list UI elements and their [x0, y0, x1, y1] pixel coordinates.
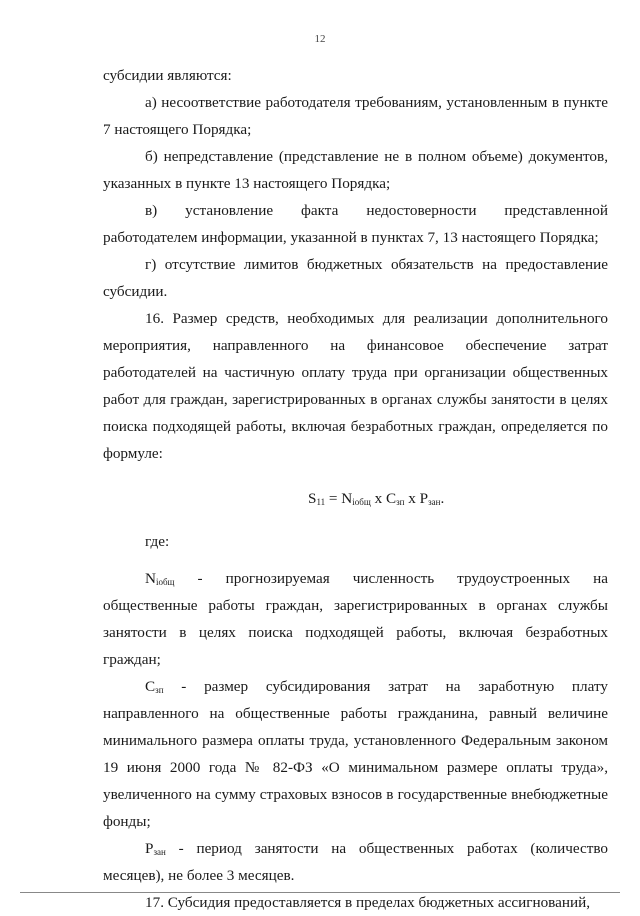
list-item-g: г) отсутствие лимитов бюджетных обязательств на предоставление субсидии.	[103, 256, 608, 300]
formula	[103, 485, 608, 512]
definition-n	[103, 565, 608, 673]
definition-c-sub: зп	[155, 685, 164, 695]
list-item-b: б) непредставление (представление не в полном объеме) документов, указанных в пункте 13 настоящего Порядка;	[103, 148, 608, 192]
definition-n-symbol: N	[145, 570, 156, 587]
formula-lhs: S	[308, 490, 317, 507]
formula-eq: =	[325, 490, 342, 507]
formula-times-1: x	[370, 490, 386, 507]
where-label: где:	[145, 533, 170, 550]
list-item-v: в) установление факта недостоверности представленной работодателем информации, указанной в пунктах 7, 13 настоящего Порядка;	[103, 202, 608, 246]
definition-n-text: - прогнозируемая численность трудоустроенных на общественные работы граждан, зарегистрированных в органах службы занятости в целях поиска подходящей работы, включая безработных граждан;	[103, 570, 608, 668]
definition-p-text: - период занятости на общественных работах (количество месяцев), не более 3 месяцев.	[103, 840, 608, 884]
formula-term-n: N	[341, 490, 353, 507]
paragraph-16: 16. Размер средств, необходимых для реализации дополнительного мероприятия, направленного на финансовое обеспечение затрат работодателей на частичную оплату труда при организации общественных работ для граждан, зарегистрированных в органах службы занятости в целях поиска подходящей работы, включая безработных граждан, определяется по формуле:	[103, 310, 608, 462]
formula-term-p: P	[419, 490, 429, 507]
formula-term-c-sub: зп	[396, 497, 405, 507]
formula-term-n-sub: iобщ	[352, 497, 371, 507]
definition-c	[103, 673, 608, 835]
formula-term-p-sub: зан	[428, 497, 441, 507]
formula-term-c: C	[385, 490, 397, 507]
definition-c-text: - размер субсидирования затрат на заработную плату направленного на общественные работы гражданина, равный величине минимального размера оплаты труда, установленного Федеральным законом 19 июня 2000 года № 82-ФЗ «О минимальном размере оплаты труда», увеличенного на сумму страховых взносов в государственные внебюджетные фонды;	[103, 678, 608, 830]
definition-n-sub: iобщ	[155, 577, 175, 587]
document-body	[103, 62, 608, 916]
page-bottom-divider	[20, 892, 620, 893]
definition-p	[103, 835, 608, 889]
definition-c-symbol: C	[145, 678, 156, 695]
definition-p-sub: зан	[153, 847, 166, 857]
page-number: 12	[314, 33, 326, 45]
paragraph-17: 17. Субсидия предоставляется в пределах бюджетных ассигнований,	[145, 894, 591, 911]
list-item-a: а) несоответствие работодателя требованиям, установленным в пункте 7 настоящего Порядка;	[103, 94, 608, 138]
definition-p-symbol: P	[145, 840, 154, 857]
formula-times-2: x	[404, 490, 420, 507]
paragraph-subsidy-reasons-intro: субсидии являются:	[103, 67, 232, 84]
formula-lhs-sub: 11	[316, 497, 326, 507]
formula-end: .	[440, 490, 445, 507]
